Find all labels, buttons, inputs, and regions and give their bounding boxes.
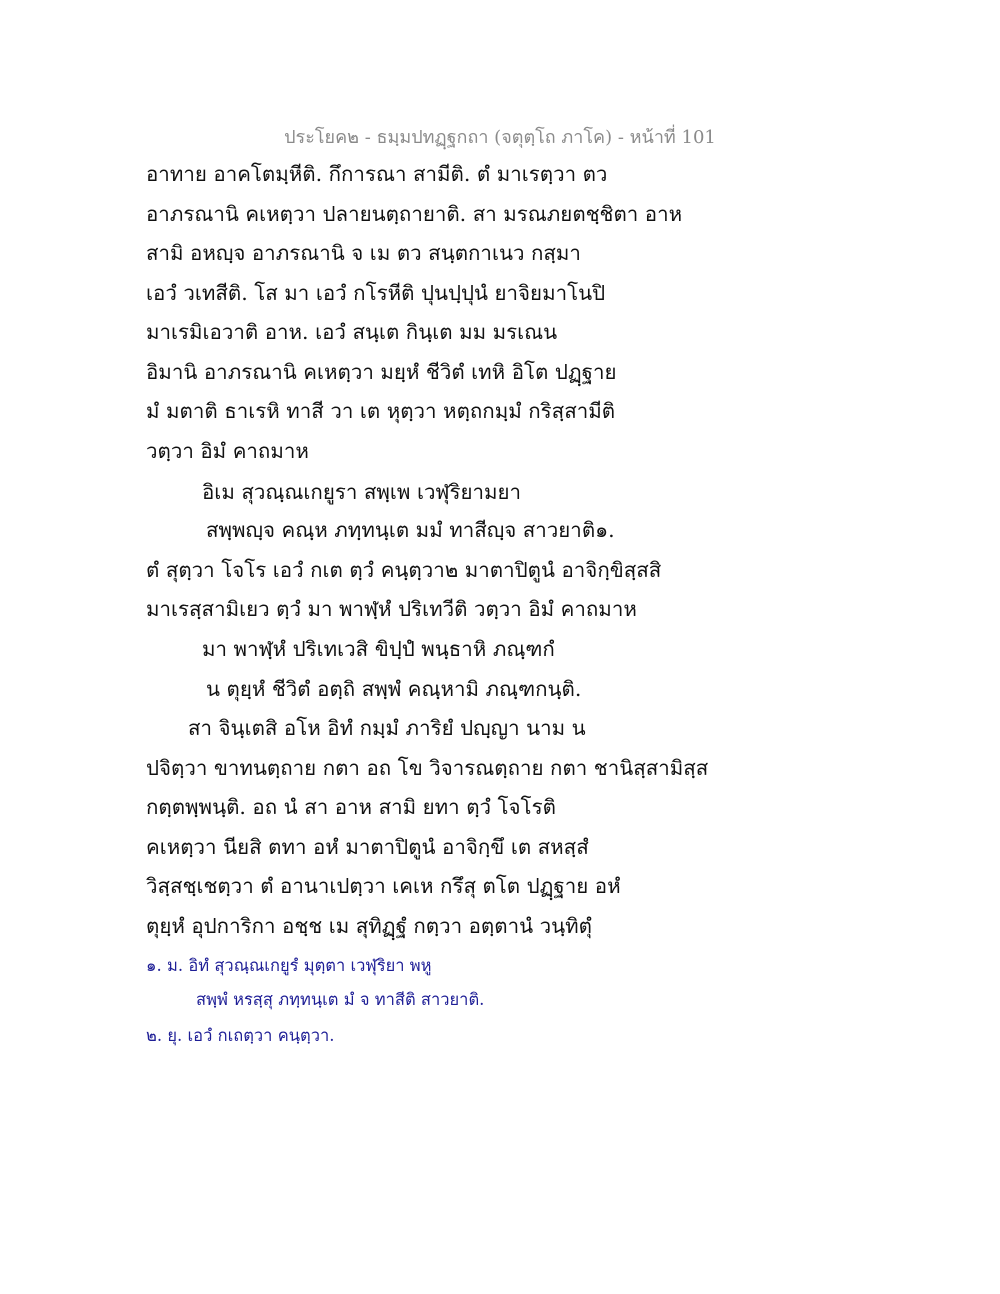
text-line: ตํ สุตฺวา โจโร เอวํ กเต ตฺวํ คนฺตฺวา๒ มาตาปิตูนํ อาจิกฺขิสฺสสิ (146, 558, 662, 582)
text-line: สา จินฺเตสิ อโห อิทํ กมฺมํ ภาริยํ ปญฺญา นาม น (188, 716, 586, 740)
text-line: วิสฺสชฺเชตฺวา ตํ อานาเปตฺวา เคเห กรึสุ ตโต ปฏฺฐาย อหํ (146, 874, 621, 898)
text-line: กตฺตพฺพนฺติ. อถ นํ สา อาห สามิ ยทา ตฺวํ โจโรติ (146, 795, 556, 819)
text-line: มาเรมิเอวาติ อาห. เอวํ สนฺเต กินฺเต มม มรเณน (146, 320, 558, 344)
text-line: มาเรสฺสามิเยว ตฺวํ มา พาฬฺหํ ปริเทวีติ วตฺวา อิมํ คาถมาห (146, 597, 637, 621)
verse-line: สพฺพญฺจ คณฺห ภทฺทนฺเต มมํ ทาสีญฺจ สาวยาติ๑. (206, 518, 615, 542)
text-line: อิมานิ อาภรณานิ คเหตฺวา มยฺหํ ชีวิตํ เทหิ อิโต ปฏฺฐาย (146, 360, 617, 384)
text-line: คเหตฺวา นียสิ ตทา อหํ มาตาปิตูนํ อาจิกฺขึ เต สหสฺสํ (146, 835, 589, 859)
text-line: วตฺวา อิมํ คาถมาห (146, 439, 309, 463)
footnote-2: ๒. ยุ. เอวํ กเถตฺวา คนฺตฺวา. (146, 1026, 335, 1045)
text-line: อาภรณานิ คเหตฺวา ปลายนตฺถายาติ. สา มรณภยตชฺชิตา อาห (146, 202, 683, 226)
text-line: ตุยฺหํ อุปการิกา อชฺช เม สุทิฏฺฐํ กตฺวา อตฺตานํ วนฺทิตุํ (146, 914, 592, 938)
text-line: เอวํ วเทสีติ. โส มา เอวํ กโรหีติ ปุนปฺปุนํ ยาจิยมาโนปิ (146, 281, 606, 305)
footnote-1: ๑. ม. อิทํ สุวณฺณเกยูรํ มุตฺตา เวฬุริยา พหู (146, 956, 432, 975)
verse-line: มา พาฬฺหํ ปริเทเวสิ ขิปฺปํ พนฺธาหิ ภณฺฑกํ (202, 637, 555, 661)
text-line: อาทาย อาคโตมฺหีติ. กึการณา สามีติ. ตํ มาเรตฺวา ตว (146, 162, 608, 186)
verse-line: อิเม สุวณฺณเกยูรา สพฺเพ เวฬุริยามยา (202, 480, 522, 504)
page-header: ประโยค๒ - ธมฺมปทฏฺฐกถา (จตุตฺโถ ภาโค) - หน้าที่ 101 (284, 127, 716, 148)
verse-line: น ตุยฺหํ ชีวิตํ อตฺถิ สพฺพํ คณฺหามิ ภณฺฑกนฺติ. (206, 677, 582, 701)
text-line: สามิ อหญฺจ อาภรณานิ จ เม ตว สนฺตกาเนว กสฺมา (146, 241, 581, 265)
text-line: มํ มตาติ ธาเรหิ ทาสี วา เต หุตฺวา หตฺถกมฺมํ กริสฺสามีติ (146, 399, 616, 423)
footnote-1-continued: สพฺพํ หรสฺสุ ภทฺทนฺเต มํ จ ทาสีติ สาวยาติ. (196, 990, 485, 1009)
text-line: ปจิตฺวา ขาทนตฺถาย กตา อถ โข วิจารณตฺถาย กตา ชานิสฺสามิสฺส (146, 756, 709, 780)
